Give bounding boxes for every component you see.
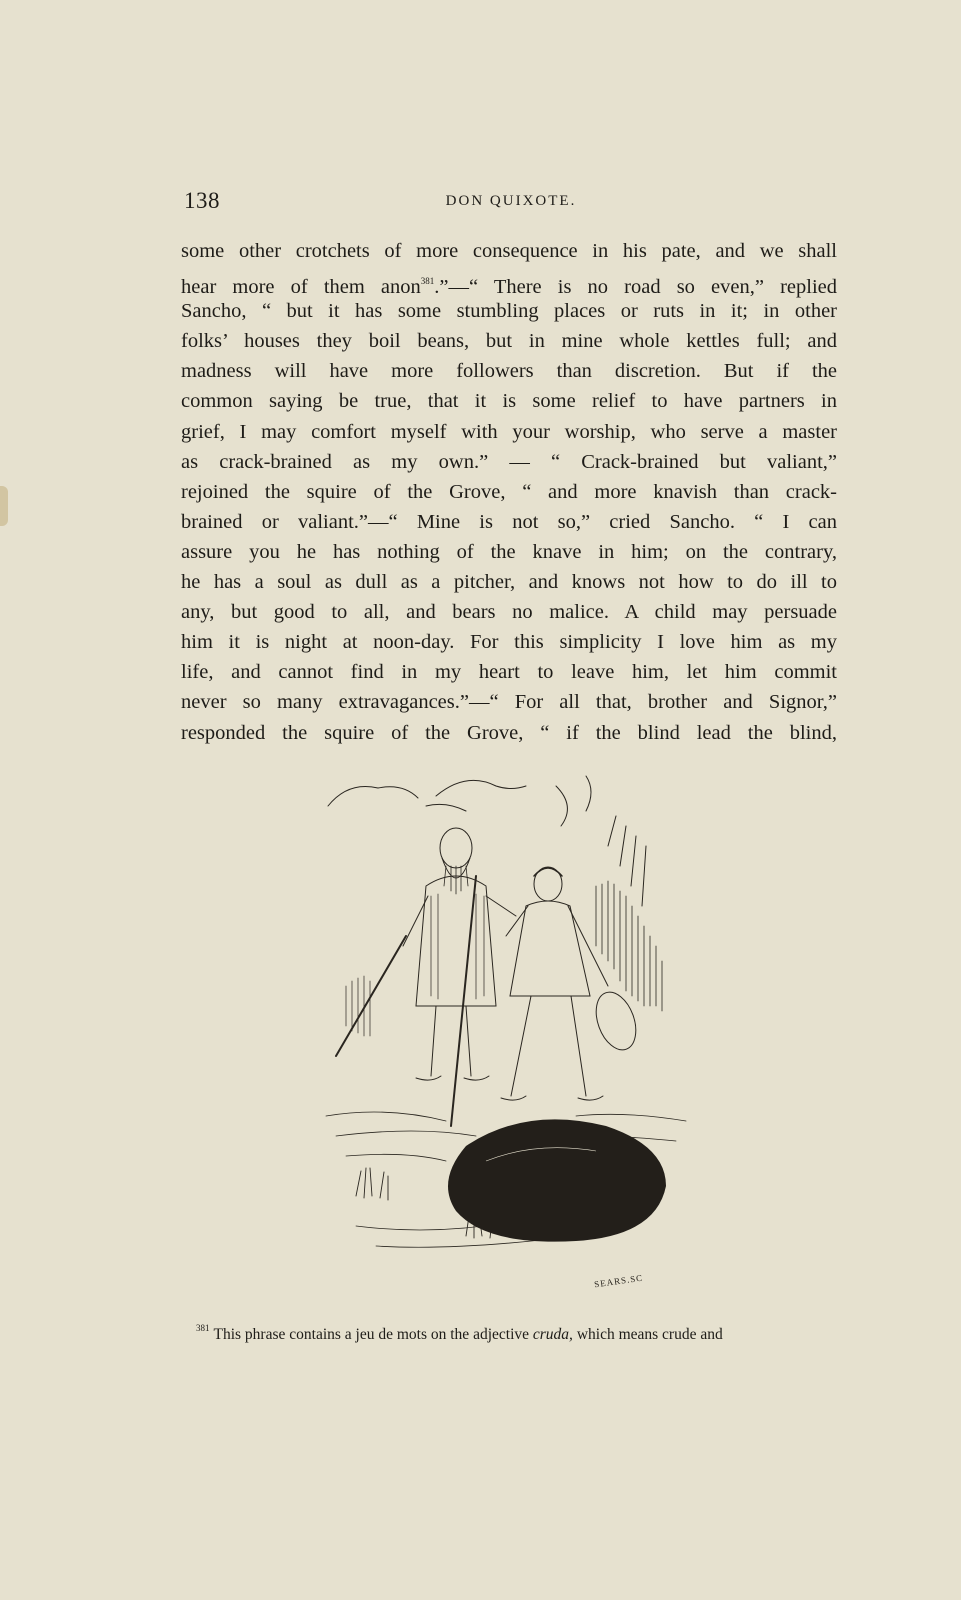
footnote-text-end: which means crude and (572, 1326, 723, 1343)
text-line: brained or valiant.”—“ Mine is not so,” cried Sancho. “ I can (181, 510, 837, 533)
page-number: 138 (184, 188, 220, 213)
boy-arm-left (506, 906, 528, 936)
boy-hat (589, 987, 643, 1056)
text-line: common saying be true, that it is some relief to have partners in (181, 390, 837, 413)
text-line-with-footnote-ref (181, 266, 837, 299)
page-edge-stain (0, 486, 8, 526)
footnote-text: This phrase contains a jeu de mots on the adjective (213, 1326, 533, 1343)
footnote-ref: 381 (420, 276, 435, 287)
text-line: life, and cannot find in my heart to leave him, let him commit (181, 661, 837, 684)
second-staff (451, 876, 476, 1126)
text-line: assure you he has nothing of the knave in him; on the contrary, (181, 540, 837, 563)
text-line: never so many extravagances.”—“ For all that, brother and Signor,” (181, 691, 837, 714)
old-man-head (440, 828, 472, 868)
text-line: any, but good to all, and bears no malice. A child may persuade (181, 601, 837, 624)
text-line: madness will have more followers than discretion. But if the (181, 360, 837, 383)
footnote (196, 1318, 836, 1345)
old-man-arm (403, 896, 428, 946)
engraver-signature-text: SEARS.SC (593, 1272, 644, 1290)
sky-stroke (436, 780, 526, 796)
body-text (181, 236, 837, 748)
text-line: Sancho, “ but it has some stumbling places or ruts in it; in other (181, 300, 837, 323)
text-line: he has a soul as dull as a pitcher, and knows not how to do ill to (181, 571, 837, 594)
text-line: some other crotchets of more consequence in his pate, and we shall (181, 240, 837, 262)
old-man-legs (431, 1006, 471, 1076)
running-title: DON QUIXOTE. (445, 193, 577, 209)
sky-stroke (586, 776, 591, 811)
text-line-part: .”—“ There is no road so even,” replied (434, 276, 837, 299)
footnote-number: 381 (196, 1323, 210, 1333)
footnote-italic-word: cruda, (532, 1326, 573, 1343)
boy-tunic (510, 901, 590, 996)
text-line: grief, I may comfort myself with your worship, who serve a master (181, 420, 837, 443)
text-line: responded the squire of the Grove, “ if the blind lead the blind, (181, 721, 837, 744)
boy-legs (511, 996, 586, 1096)
text-line: folks’ houses they boil beans, but in mine whole kettles full; and (181, 330, 837, 353)
text-line-part: hear more of them anon (181, 276, 421, 299)
sky-stroke (328, 786, 418, 806)
text-line: rejoined the squire of the Grove, “ and more knavish than crack- (181, 480, 837, 503)
engraving-drawing (316, 766, 716, 1306)
old-man-arm-right (486, 896, 516, 916)
sky-stroke (556, 786, 567, 826)
walking-staff (336, 936, 406, 1056)
page-header (184, 188, 838, 218)
text-line: as crack-brained as my own.” — “ Crack-brained but valiant,” (181, 450, 837, 473)
engraving-blind-man-and-boy (316, 766, 716, 1306)
text-line: him it is night at noon-day. For this simplicity I love him as my (181, 631, 837, 654)
